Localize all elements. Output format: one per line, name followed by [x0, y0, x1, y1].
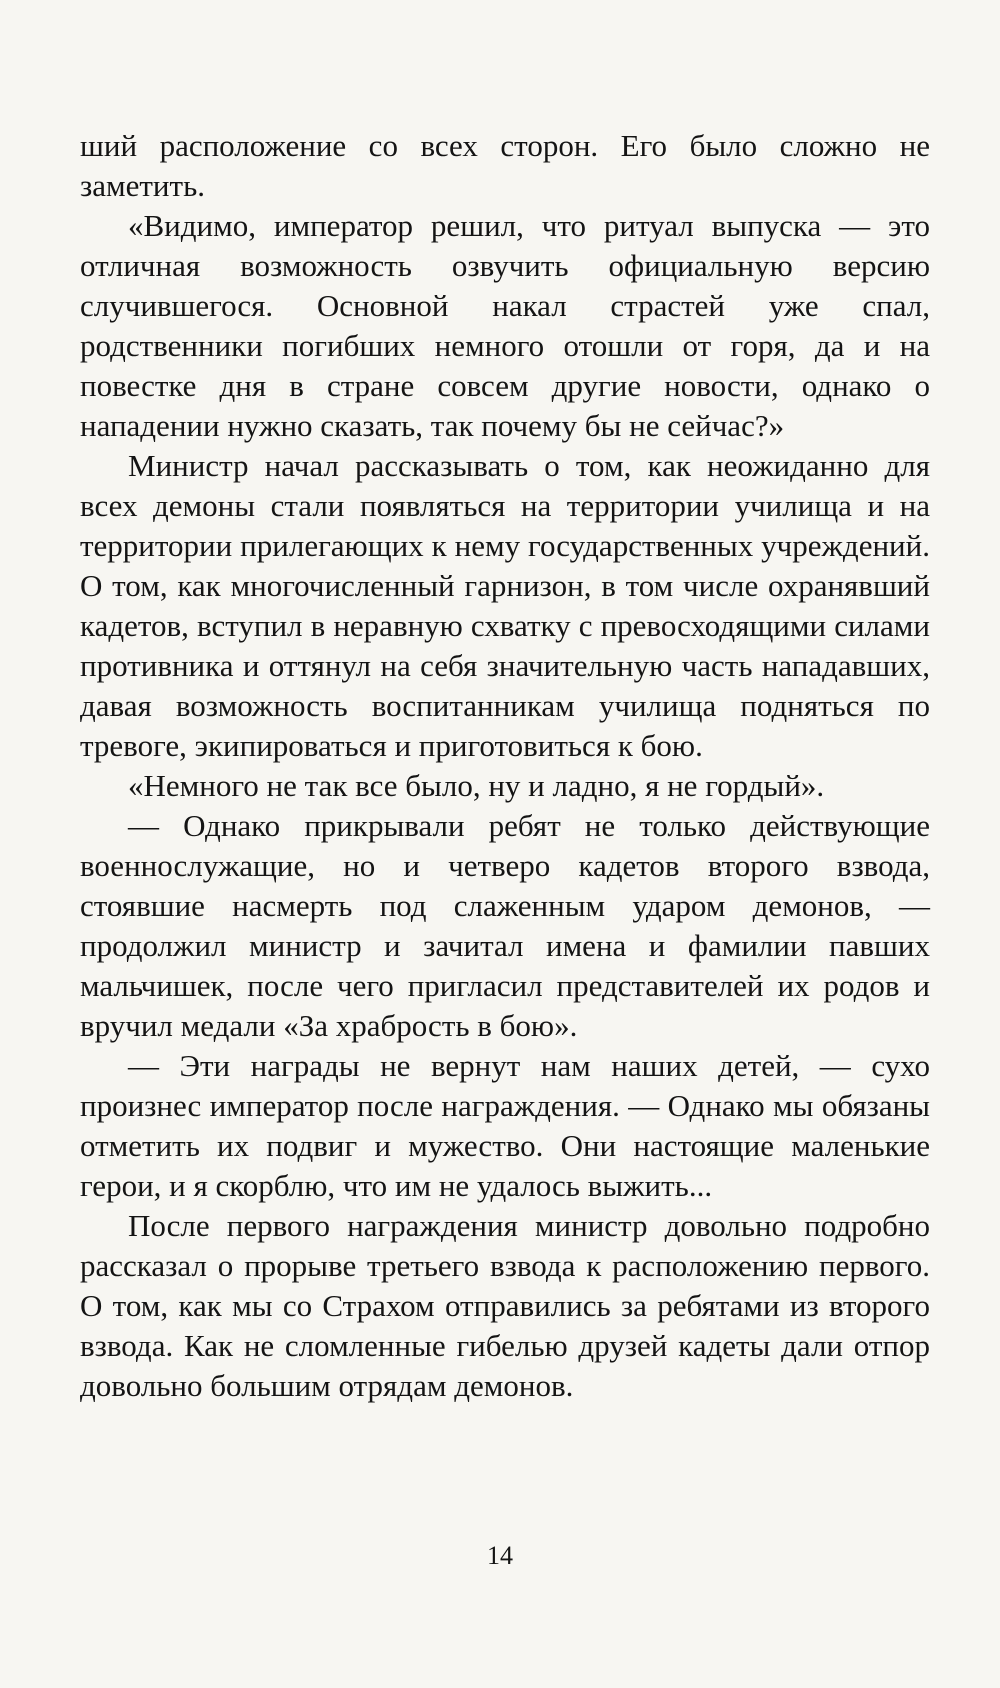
- paragraph-2: «Видимо, император решил, что ритуал выпуска — это отличная возможность озвучить официальную версию случившегося. Основной накал страстей уже спал, родственники погибших немного отошли от горя, да и на повестке дня в стране совсем другие новости, однако о нападении нужно сказать, так почему бы не сейчас?»: [80, 208, 930, 443]
- body-text: [80, 126, 930, 1406]
- paragraph-7: После первого награждения министр довольно подробно рассказал о прорыве третьего взвода к расположению первого. О том, как мы со Страхом отправились за ребятами из второго взвода. Как не сломленные гибелью друзей кадеты дали отпор довольно большим отрядам демонов.: [80, 1208, 930, 1403]
- page-number: 14: [487, 1541, 513, 1570]
- paragraph-5: — Однако прикрывали ребят не только действующие военнослужащие, но и четверо кадетов второго взвода, стоявшие насмерть под слаженным ударом демонов, — продолжил министр и зачитал имена и фамилии павших мальчишек, после чего пригласил представителей их родов и вручил медали «За храбрость в бою».: [80, 808, 930, 1043]
- paragraph-4: «Немного не так все было, ну и ладно, я не гордый».: [128, 768, 825, 803]
- paragraph-3: Министр начал рассказывать о том, как неожиданно для всех демоны стали появляться на территории училища и на территории прилегающих к нему государственных учреждений. О том, как многочисленный гарнизон, в том числе охранявший кадетов, вступил в неравную схватку с превосходящими силами противника и оттянул на себя значительную часть нападавших, давая возможность воспитанникам училища подняться по тревоге, экипироваться и приготовиться к бою.: [80, 448, 930, 763]
- paragraph-6: — Эти награды не вернут нам наших детей, — сухо произнес император после награждения. — Однако мы обязаны отметить их подвиг и мужество. Они настоящие маленькие герои, и я скорблю, что им не удалось выжить...: [80, 1048, 930, 1203]
- paragraph-1: ший расположение со всех сторон. Его было сложно не заметить.: [80, 128, 930, 203]
